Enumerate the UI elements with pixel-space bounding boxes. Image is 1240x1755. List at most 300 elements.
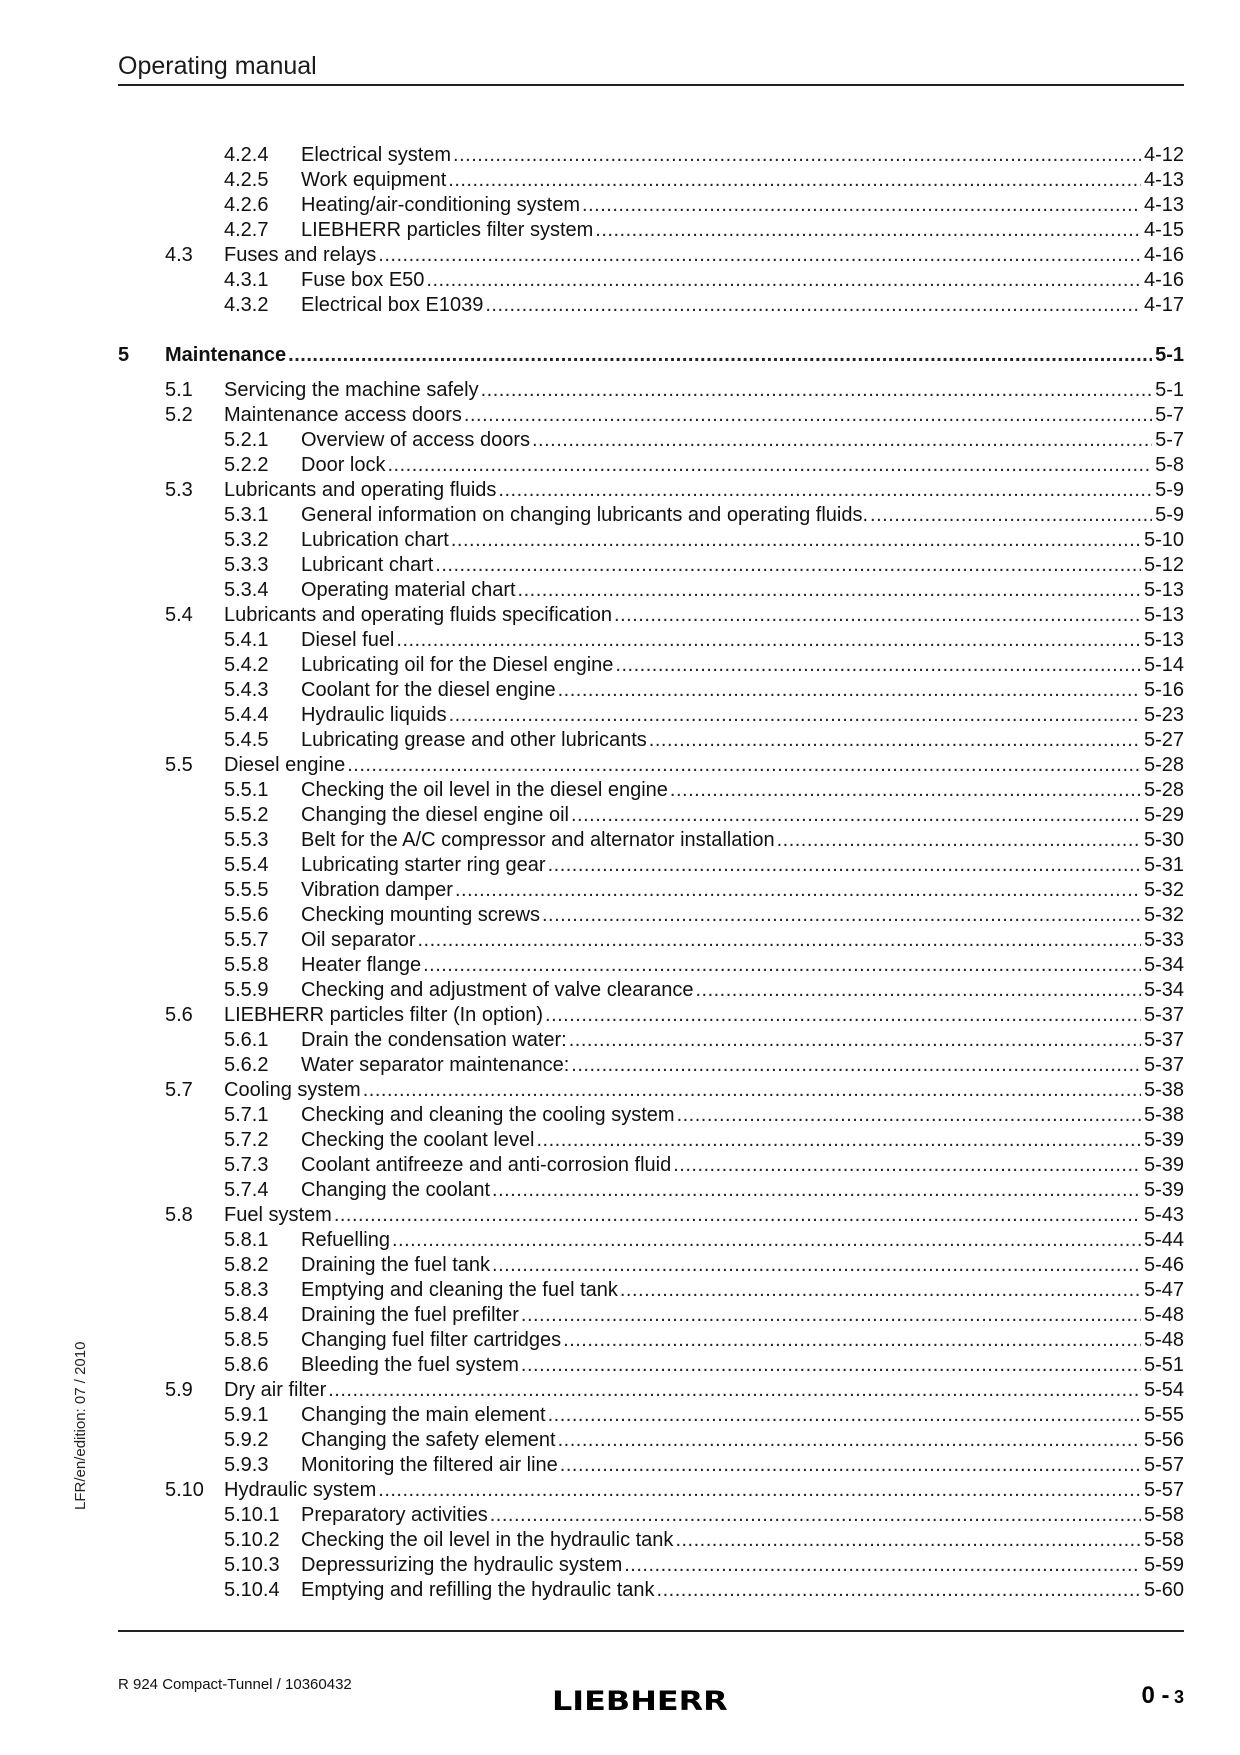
toc-entry: [118, 193, 1184, 218]
page-index: 3: [1173, 1687, 1184, 1707]
toc-page: 5-7: [1155, 429, 1184, 451]
toc-entry: [118, 928, 1184, 953]
toc-line: [301, 528, 1184, 553]
toc-title: Diesel engine: [224, 754, 346, 776]
toc-page: 5-58: [1143, 1504, 1184, 1526]
toc-entry: [118, 1428, 1184, 1453]
toc-number: 4.2.4: [224, 144, 269, 166]
toc-entry: [118, 1578, 1184, 1603]
toc-leader-dots: [548, 1403, 1141, 1428]
toc-leader-dots: [545, 1003, 1141, 1028]
toc-page: 5-14: [1143, 654, 1184, 676]
toc-page: 5-54: [1143, 1379, 1184, 1401]
toc-entry: [118, 1228, 1184, 1253]
toc-leader-dots: [363, 1078, 1141, 1103]
toc-number: 5.5.4: [224, 854, 269, 876]
toc-title: Electrical box E1039: [301, 294, 484, 316]
toc-line: [224, 603, 1184, 628]
toc-line: [301, 703, 1184, 728]
toc-entry: [118, 143, 1184, 168]
toc-entry: [118, 578, 1184, 603]
toc-leader-dots: [455, 878, 1141, 903]
toc-title: Lubricating oil for the Diesel engine: [301, 654, 614, 676]
toc-page: 4-15: [1143, 219, 1184, 241]
toc-entry: [118, 1253, 1184, 1278]
toc-page: 5-37: [1143, 1054, 1184, 1076]
toc-entry: [118, 1403, 1184, 1428]
toc-leader-dots: [563, 1328, 1141, 1353]
toc-page: 4-16: [1143, 244, 1184, 266]
toc-line: [301, 268, 1184, 293]
toc-number: 5.5.1: [224, 779, 269, 801]
toc-leader-dots: [673, 1153, 1141, 1178]
toc-title: Oil separator: [301, 929, 416, 951]
toc-line: [301, 1053, 1184, 1078]
toc-number: 5.2.1: [224, 429, 269, 451]
toc-entry: [118, 628, 1184, 653]
toc-line: [301, 1503, 1184, 1528]
toc-number: 5.4.4: [224, 704, 269, 726]
toc-leader-dots: [492, 1178, 1141, 1203]
toc-title: Maintenance: [165, 344, 287, 366]
toc-page: 5-7: [1155, 404, 1184, 426]
toc-title: Work equipment: [301, 169, 447, 191]
toc-number: 5.3.2: [224, 529, 269, 551]
toc-page: 5-16: [1143, 679, 1184, 701]
toc-page: 5-38: [1143, 1079, 1184, 1101]
toc-line: [301, 1528, 1184, 1553]
toc-title: Checking the oil level in the diesel engine: [301, 779, 668, 801]
toc-line: [301, 1453, 1184, 1478]
toc-entry: [118, 703, 1184, 728]
toc-page: 5-31: [1143, 854, 1184, 876]
toc-title: Heater flange: [301, 954, 422, 976]
toc-title: Belt for the A/C compressor and alternator installation: [301, 829, 775, 851]
toc-leader-dots: [870, 503, 1152, 528]
toc-line: [301, 453, 1184, 478]
toc-number: 5.10.2: [224, 1529, 280, 1551]
toc-leader-dots: [624, 1553, 1141, 1578]
toc-leader-dots: [334, 1203, 1141, 1228]
toc-number: 5.8.3: [224, 1279, 269, 1301]
toc-title: Fuse box E50: [301, 269, 425, 291]
toc-page: 5-34: [1143, 979, 1184, 1001]
toc-leader-dots: [536, 1128, 1140, 1153]
toc-leader-dots: [777, 828, 1141, 853]
toc-leader-dots: [532, 428, 1152, 453]
toc-number: 5.5.8: [224, 954, 269, 976]
toc-line: [301, 678, 1184, 703]
footer-rule: [118, 1630, 1184, 1632]
toc-page: 5-48: [1143, 1304, 1184, 1326]
toc-line: [301, 1153, 1184, 1178]
toc-title: Servicing the machine safely: [224, 379, 479, 401]
toc-line: [301, 143, 1184, 168]
toc-title: Coolant antifreeze and anti-corrosion fluid: [301, 1154, 672, 1176]
toc-leader-dots: [328, 1378, 1141, 1403]
toc-line: [301, 1253, 1184, 1278]
toc-title: Draining the fuel prefilter: [301, 1304, 519, 1326]
toc-entry: [118, 1378, 1184, 1403]
toc-number: 5.4.5: [224, 729, 269, 751]
toc-leader-dots: [426, 268, 1141, 293]
toc-entry: [118, 1003, 1184, 1028]
toc-page: 4-16: [1143, 269, 1184, 291]
toc-page: 5-8: [1155, 454, 1184, 476]
toc-leader-dots: [569, 1028, 1141, 1053]
toc-page: 5-48: [1143, 1329, 1184, 1351]
toc-leader-dots: [542, 903, 1141, 928]
toc-line: [301, 803, 1184, 828]
toc-leader-dots: [396, 628, 1141, 653]
toc-line: [301, 978, 1184, 1003]
toc-page: 5-39: [1143, 1179, 1184, 1201]
toc-number: 5.9.1: [224, 1404, 269, 1426]
toc-line: [224, 1003, 1184, 1028]
toc-page: 5-29: [1143, 804, 1184, 826]
toc-entry: [118, 678, 1184, 703]
toc-entry: [118, 1078, 1184, 1103]
toc-leader-dots: [670, 778, 1141, 803]
toc-number: 4.3.2: [224, 294, 269, 316]
toc-line: [301, 778, 1184, 803]
toc-line: [301, 553, 1184, 578]
toc-title: Emptying and refilling the hydraulic tank: [301, 1579, 655, 1601]
toc-line: [301, 1128, 1184, 1153]
toc-entry: [118, 978, 1184, 1003]
toc-page: 5-57: [1143, 1479, 1184, 1501]
toc-number: 5.6.1: [224, 1029, 269, 1051]
toc-number: 5.9.3: [224, 1454, 269, 1476]
toc-leader-dots: [595, 218, 1141, 243]
toc-entry: [118, 1528, 1184, 1553]
toc-entry: [118, 1203, 1184, 1228]
toc-leader-dots: [677, 1103, 1141, 1128]
toc-number: 5.7.1: [224, 1104, 269, 1126]
toc-line: [301, 628, 1184, 653]
toc-entry: [118, 268, 1184, 293]
toc-entry: [118, 728, 1184, 753]
toc-page: 5-32: [1143, 879, 1184, 901]
toc-number: 5.8.2: [224, 1254, 269, 1276]
toc-page: 5-56: [1143, 1429, 1184, 1451]
toc-number: 4.2.7: [224, 219, 269, 241]
toc-line: [301, 728, 1184, 753]
toc-title: Draining the fuel tank: [301, 1254, 491, 1276]
toc-leader-dots: [649, 728, 1141, 753]
toc-entry: [118, 753, 1184, 778]
toc-number: 5.10: [165, 1479, 204, 1501]
toc-leader-dots: [558, 678, 1141, 703]
toc-entry: [118, 1353, 1184, 1378]
toc-number: 5.8: [165, 1204, 193, 1226]
toc-entry: [118, 453, 1184, 478]
toc-title: Lubricating starter ring gear: [301, 854, 546, 876]
toc-entry: [118, 1053, 1184, 1078]
toc-number: 5.5.6: [224, 904, 269, 926]
toc-title: General information on changing lubricants and operating fluids.: [301, 504, 869, 526]
toc-title: Dry air filter: [224, 1379, 327, 1401]
toc-leader-dots: [657, 1578, 1141, 1603]
toc-leader-dots: [387, 453, 1152, 478]
toc-page: 5-57: [1143, 1454, 1184, 1476]
toc-leader-dots: [490, 1503, 1141, 1528]
toc-line: [301, 1578, 1184, 1603]
toc-line: [301, 218, 1184, 243]
toc-entry: [118, 653, 1184, 678]
page-number: [1142, 1682, 1184, 1710]
toc-leader-dots: [435, 553, 1141, 578]
toc-title: Fuses and relays: [224, 244, 377, 266]
toc-line: [301, 903, 1184, 928]
toc-title: Vibration damper: [301, 879, 453, 901]
toc-page: 5-39: [1143, 1129, 1184, 1151]
toc-page: 5-30: [1143, 829, 1184, 851]
toc-leader-dots: [481, 378, 1153, 403]
toc-leader-dots: [558, 1428, 1141, 1453]
toc-title: LIEBHERR particles filter (In option): [224, 1004, 544, 1026]
toc-line: [301, 1028, 1184, 1053]
toc-line: [301, 428, 1184, 453]
toc-number: 5.4.3: [224, 679, 269, 701]
toc-line: [301, 1403, 1184, 1428]
toc-title: Lubricating grease and other lubricants: [301, 729, 647, 751]
toc-page: 5-23: [1143, 704, 1184, 726]
toc-entry: [118, 503, 1184, 528]
toc-entry: [118, 853, 1184, 878]
toc-number: 5.7.2: [224, 1129, 269, 1151]
toc-page: 5-28: [1143, 754, 1184, 776]
toc-leader-dots: [448, 168, 1141, 193]
document-id: R 924 Compact-Tunnel / 10360432: [118, 1676, 352, 1693]
toc-entry: [118, 1328, 1184, 1353]
toc-title: Checking mounting screws: [301, 904, 540, 926]
toc-number: 5.8.5: [224, 1329, 269, 1351]
toc-entry: [118, 603, 1184, 628]
toc-entry: [118, 343, 1184, 368]
toc-entry: [118, 528, 1184, 553]
toc-number: 5.1: [165, 379, 193, 401]
toc-title: Lubrication chart: [301, 529, 449, 551]
toc-number: 5.4.2: [224, 654, 269, 676]
toc-line: [301, 1553, 1184, 1578]
toc-title: Emptying and cleaning the fuel tank: [301, 1279, 618, 1301]
page-header-title: Operating manual: [118, 52, 317, 80]
toc-page: 5-27: [1143, 729, 1184, 751]
toc-number: 4.3.1: [224, 269, 269, 291]
toc-entry: [118, 1028, 1184, 1053]
toc-line: [301, 653, 1184, 678]
toc-title: Diesel fuel: [301, 629, 395, 651]
toc-leader-dots: [485, 293, 1141, 318]
toc-line: [224, 478, 1184, 503]
toc-entry: [118, 803, 1184, 828]
toc-page: 5-28: [1143, 779, 1184, 801]
toc-page: 5-12: [1143, 554, 1184, 576]
toc-entry: [118, 243, 1184, 268]
toc-page: 5-51: [1143, 1354, 1184, 1376]
toc-entry: [118, 778, 1184, 803]
header-rule: [118, 84, 1184, 86]
toc-entry: [118, 953, 1184, 978]
toc-entry: [118, 828, 1184, 853]
toc-line: [301, 193, 1184, 218]
toc-page: 5-44: [1143, 1229, 1184, 1251]
toc-number: 5.7.3: [224, 1154, 269, 1176]
toc-line: [224, 1203, 1184, 1228]
toc-leader-dots: [453, 143, 1141, 168]
toc-line: [301, 503, 1184, 528]
toc-title: Door lock: [301, 454, 386, 476]
toc-line: [301, 853, 1184, 878]
toc-line: [301, 1103, 1184, 1128]
toc-entry: [118, 1503, 1184, 1528]
toc-title: LIEBHERR particles filter system: [301, 219, 594, 241]
toc-page: 5-13: [1143, 629, 1184, 651]
toc-number: 5.3.1: [224, 504, 269, 526]
toc-number: 5.6.2: [224, 1054, 269, 1076]
toc-page: 5-34: [1143, 954, 1184, 976]
toc-number: 5.10.3: [224, 1554, 280, 1576]
toc-title: Preparatory activities: [301, 1504, 488, 1526]
toc-page: 5-1: [1155, 344, 1184, 366]
toc-number: 5.5.2: [224, 804, 269, 826]
toc-title: Monitoring the filtered air line: [301, 1454, 558, 1476]
toc-number: 5.4: [165, 604, 193, 626]
toc-entry: [118, 553, 1184, 578]
toc-line: [301, 1178, 1184, 1203]
toc-leader-dots: [378, 243, 1141, 268]
toc-number: 5.5.7: [224, 929, 269, 951]
toc-page: 5-1: [1155, 379, 1184, 401]
toc-title: Lubricant chart: [301, 554, 434, 576]
toc-leader-dots: [548, 853, 1141, 878]
toc-line: [301, 928, 1184, 953]
toc-leader-dots: [560, 1453, 1141, 1478]
toc-title: Drain the condensation water:: [301, 1029, 567, 1051]
toc-leader-dots: [675, 1528, 1141, 1553]
toc-page: 5-59: [1143, 1554, 1184, 1576]
toc-entry: [118, 403, 1184, 428]
toc-entry: [118, 293, 1184, 318]
toc-page: 5-43: [1143, 1204, 1184, 1226]
toc-line: [301, 878, 1184, 903]
toc-leader-dots: [288, 343, 1152, 368]
toc-leader-dots: [498, 478, 1152, 503]
toc-number: 5.5: [165, 754, 193, 776]
toc-entry: [118, 878, 1184, 903]
toc-number: 5.6: [165, 1004, 193, 1026]
toc-entry: [118, 218, 1184, 243]
toc-title: Hydraulic system: [224, 1479, 377, 1501]
toc-leader-dots: [518, 578, 1141, 603]
toc-page: 5-46: [1143, 1254, 1184, 1276]
toc-line: [301, 1353, 1184, 1378]
toc-entry: [118, 378, 1184, 403]
toc-leader-dots: [423, 953, 1141, 978]
toc-number: 5.3.3: [224, 554, 269, 576]
toc-line: [224, 243, 1184, 268]
toc-page: 5-9: [1155, 504, 1184, 526]
toc-title: Changing the main element: [301, 1404, 546, 1426]
toc-title: Checking the oil level in the hydraulic tank: [301, 1529, 674, 1551]
toc-entry: [118, 1178, 1184, 1203]
toc-title: Coolant for the diesel engine: [301, 679, 556, 701]
toc-number: 5.10.4: [224, 1579, 280, 1601]
toc-line: [301, 1278, 1184, 1303]
toc-page: 4-13: [1143, 194, 1184, 216]
toc-leader-dots: [615, 653, 1141, 678]
toc-entry: [118, 168, 1184, 193]
toc-line: [301, 293, 1184, 318]
toc-title: Changing the diesel engine oil: [301, 804, 569, 826]
toc-leader-dots: [614, 603, 1141, 628]
toc-leader-dots: [521, 1353, 1141, 1378]
toc-number: 4.3: [165, 244, 193, 266]
toc-page: 5-33: [1143, 929, 1184, 951]
toc-leader-dots: [571, 803, 1141, 828]
toc-title: Electrical system: [301, 144, 452, 166]
toc-page: 5-38: [1143, 1104, 1184, 1126]
toc-entry: [118, 903, 1184, 928]
toc-title: Bleeding the fuel system: [301, 1354, 519, 1376]
toc-title: Heating/air-conditioning system: [301, 194, 581, 216]
toc-line: [301, 1303, 1184, 1328]
toc-page: 5-13: [1143, 579, 1184, 601]
toc-number: 5.7.4: [224, 1179, 269, 1201]
toc-leader-dots: [492, 1253, 1141, 1278]
toc-number: 5.2.2: [224, 454, 269, 476]
toc-entry: [118, 1478, 1184, 1503]
toc-title: Checking and cleaning the cooling system: [301, 1104, 675, 1126]
toc-page: 5-32: [1143, 904, 1184, 926]
toc-title: Depressurizing the hydraulic system: [301, 1554, 623, 1576]
toc-title: Fuel system: [224, 1204, 332, 1226]
toc-title: Lubricants and operating fluids specification: [224, 604, 613, 626]
toc-entry: [118, 1553, 1184, 1578]
toc-line: [301, 1328, 1184, 1353]
toc-entry: [118, 1153, 1184, 1178]
toc-line: [301, 578, 1184, 603]
toc-line: [224, 1378, 1184, 1403]
toc-number: 4.2.6: [224, 194, 269, 216]
toc-page: 5-58: [1143, 1529, 1184, 1551]
toc-number: 5.10.1: [224, 1504, 280, 1526]
toc-page: 5-47: [1143, 1279, 1184, 1301]
toc-title: Checking the coolant level: [301, 1129, 535, 1151]
toc-page: 5-37: [1143, 1004, 1184, 1026]
toc-number: 4.2.5: [224, 169, 269, 191]
toc-page: 5-13: [1143, 604, 1184, 626]
toc-line: [165, 343, 1184, 368]
toc-leader-dots: [347, 753, 1141, 778]
toc-entry: [118, 1278, 1184, 1303]
toc-leader-dots: [695, 978, 1141, 1003]
toc-entry: [118, 478, 1184, 503]
toc-line: [224, 753, 1184, 778]
toc-title: Changing fuel filter cartridges: [301, 1329, 562, 1351]
toc-line: [301, 1228, 1184, 1253]
toc-page: 4-13: [1143, 169, 1184, 191]
toc-leader-dots: [418, 928, 1141, 953]
toc-title: Checking and adjustment of valve clearance: [301, 979, 694, 1001]
toc-title: Maintenance access doors: [224, 404, 462, 426]
toc-page: 5-10: [1143, 529, 1184, 551]
toc-number: 5.9: [165, 1379, 193, 1401]
toc-line: [224, 403, 1184, 428]
toc-title: Changing the coolant: [301, 1179, 491, 1201]
toc-line: [224, 1078, 1184, 1103]
